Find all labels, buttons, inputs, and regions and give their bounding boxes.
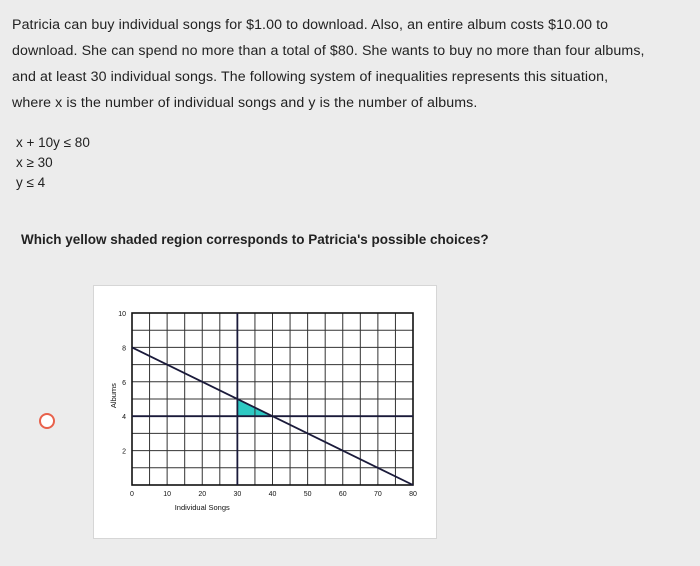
y-tick-label: 6	[122, 379, 126, 387]
inequality-3: y ≤ 4	[16, 175, 46, 190]
x-tick-label: 50	[303, 491, 312, 498]
y-tick-label: 4	[122, 414, 126, 422]
x-axis-label: Individual Songs	[174, 503, 230, 512]
inequality-1: x + 10y ≤ 80	[16, 135, 90, 150]
x-tick-label: 20	[198, 491, 207, 498]
problem-line: where x is the number of individual songs and y is the number of albums.	[12, 95, 478, 111]
y-tick-label: 2	[122, 448, 126, 456]
problem-line: and at least 30 individual songs. The following system of inequalities represents this situation,	[12, 69, 609, 85]
inequality-system	[16, 133, 90, 193]
y-tick-label: 8	[122, 345, 126, 353]
y-tick-label: 10	[118, 311, 126, 318]
question-text: Which yellow shaded region corresponds to Patricia's possible choices?	[21, 232, 489, 247]
problem-line: download. She can spend no more than a total of $80. She wants to buy no more than four albums,	[12, 43, 645, 59]
x-tick-label: 80	[409, 491, 417, 498]
x-tick-label: 60	[338, 491, 347, 498]
x-tick-label: 10	[163, 491, 172, 498]
problem-text	[12, 12, 688, 116]
x-tick-label: 70	[373, 491, 382, 498]
graph-option	[93, 285, 437, 539]
y-axis-label: Albums	[109, 383, 118, 409]
answer-radio-button[interactable]	[39, 413, 55, 429]
problem-line: Patricia can buy individual songs for $1.00 to download. Also, an entire album costs $10.00 to	[12, 17, 609, 33]
inequality-2: x ≥ 30	[16, 155, 53, 170]
x-tick-label: 30	[233, 491, 242, 498]
x-tick-label: 0	[130, 491, 134, 498]
x-tick-label: 40	[268, 491, 277, 498]
region-graph	[94, 286, 436, 538]
